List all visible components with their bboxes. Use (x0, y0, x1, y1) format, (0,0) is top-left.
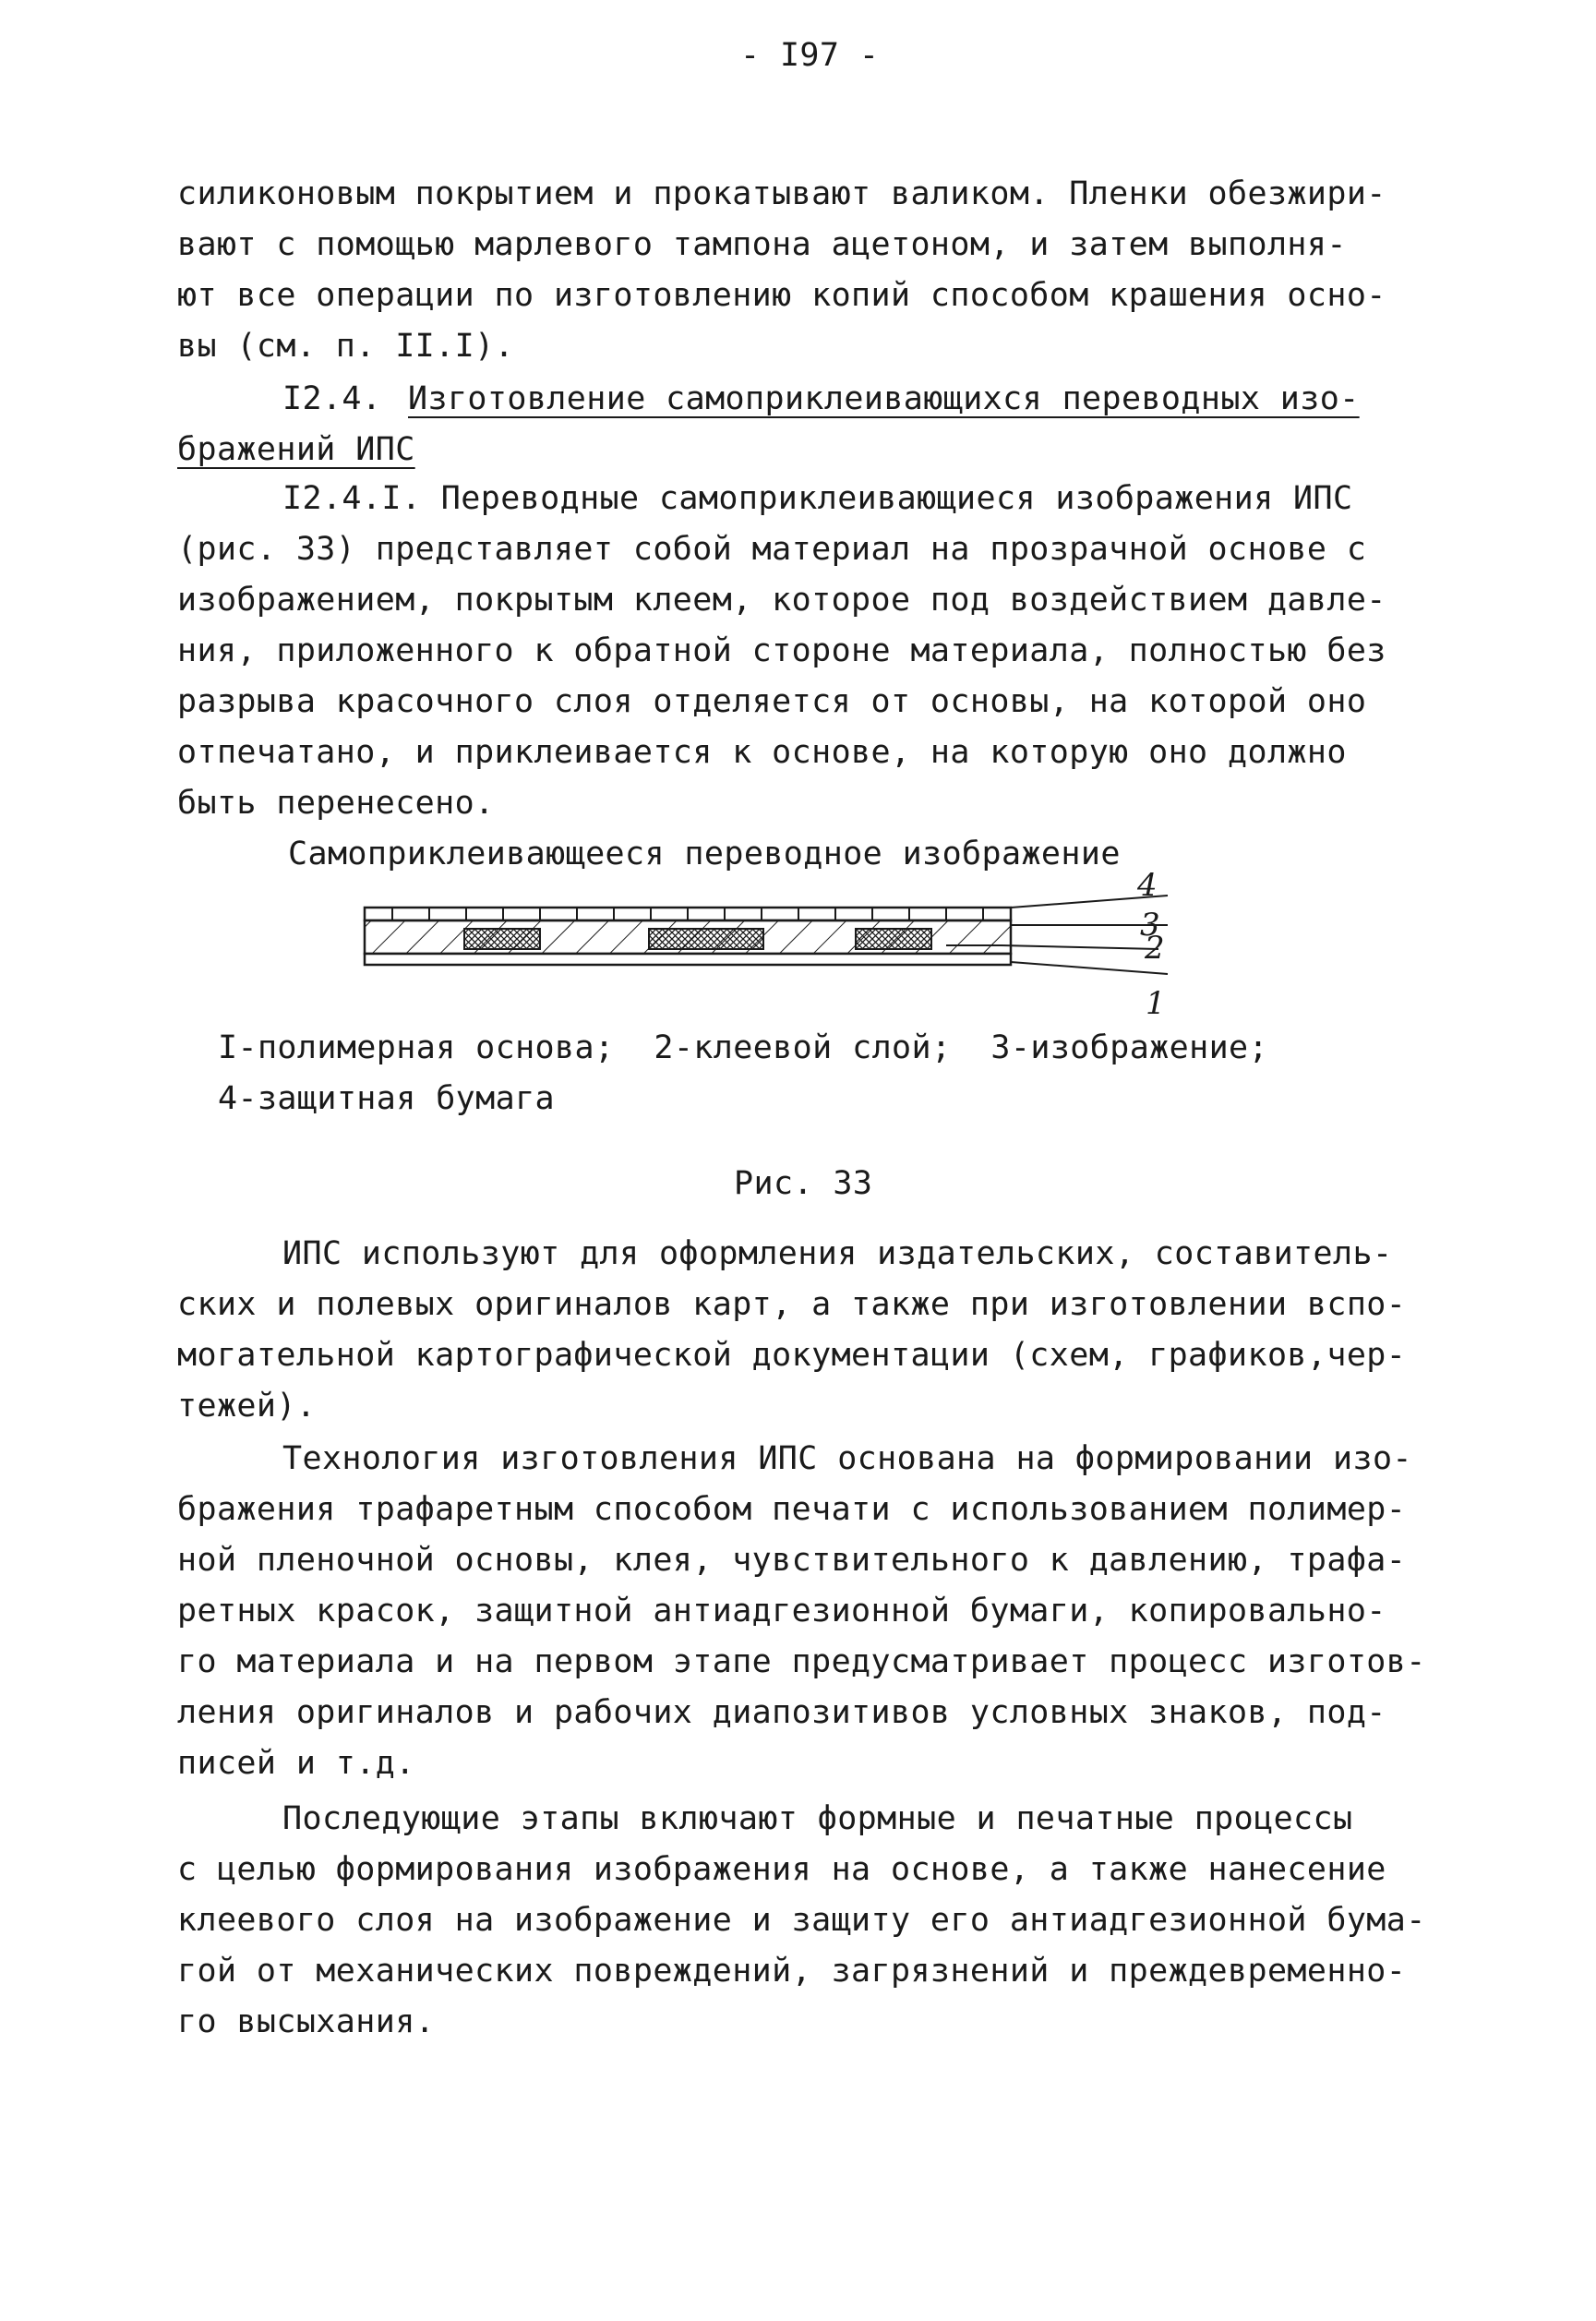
callout-2: 2 (1145, 930, 1165, 967)
text-line: отпечатано, и приклеивается к основе, на которую оно должно (177, 734, 1347, 771)
callout-4: 4 (1137, 868, 1158, 904)
text-line: тежей). (177, 1388, 317, 1425)
text-line: I2.4.I. Переводные самоприклеивающиеся изображения ИПС (282, 480, 1353, 517)
text-line: Последующие этапы включают формные и печатные процессы (282, 1800, 1353, 1837)
text-line: ления оригиналов и рабочих диапозитивов условных знаков, под- (177, 1694, 1386, 1731)
text-line: быть перенесено. (177, 785, 495, 822)
figure-title: Самоприклеивающееся переводное изображение (288, 836, 1121, 872)
text-line: бражения трафаретным способом печати с использованием полимер- (177, 1491, 1407, 1528)
text-line: (рис. 33) представляет собой материал на прозрачной основе с (177, 531, 1367, 568)
image-blocks (464, 929, 931, 949)
figure-legend: I-полимерная основа; 2-клеевой слой; 3-изображение; (218, 1029, 1269, 1066)
figure-caption: Рис. 33 (734, 1165, 873, 1202)
text-line: ния, приложенного к обратной стороне материала, полностью без (177, 632, 1386, 669)
text-line: с целью формирования изображения на основе, а также нанесение (177, 1851, 1386, 1888)
text-line: вают с помощью марлевого тампона ацетоном, и затем выполня- (177, 226, 1347, 263)
text-line: го материала и на первом этапе предусматривает процесс изготов- (177, 1643, 1426, 1680)
callout-3: 3 (1140, 907, 1160, 944)
page-number: - I97 - (740, 37, 880, 74)
protective-paper-layer (365, 908, 1011, 920)
text-line: клеевого слоя на изображение и защиту его антиадгезионной бума- (177, 1902, 1426, 1939)
text-line: писей и т.д. (177, 1745, 415, 1782)
text-line: ских и полевых оригиналов карт, а также при изготовлении вспо- (177, 1286, 1407, 1323)
text-line: могательной картографической документации (схем, графиков,чер- (177, 1337, 1407, 1374)
text-line: ют все операции по изготовлению копий способом крашения осно- (177, 277, 1386, 314)
polymer-base-layer (365, 954, 1011, 965)
section-number: I2.4. (282, 380, 382, 417)
text-line: ретных красок, защитной антиадгезионной бумаги, копировально- (177, 1593, 1386, 1630)
text-line: ИПС используют для оформления издательских, составитель- (282, 1235, 1393, 1272)
text-line: го высыхания. (177, 2003, 436, 2040)
layer-diagram (355, 868, 1186, 1034)
section-title: бражений ИПС (177, 431, 415, 468)
text-line: силиконовым покрытием и прокатывают валиком. Пленки обезжири- (177, 175, 1386, 212)
text-line: изображением, покрытым клеем, которое под воздействием давле- (177, 582, 1386, 619)
text-line: ной пленочной основы, клея, чувствительного к давлению, трафа- (177, 1542, 1407, 1579)
text-line: гой от механических повреждений, загрязнений и преждевременно- (177, 1953, 1407, 1990)
text-line: Технология изготовления ИПС основана на формировании изо- (282, 1440, 1412, 1477)
callout-1: 1 (1146, 985, 1166, 1022)
text-line: вы (см. п. II.I). (177, 328, 515, 365)
figure-legend: 4-защитная бумага (218, 1080, 556, 1117)
text-line: разрыва красочного слоя отделяется от основы, на которой оно (177, 683, 1367, 720)
section-title: Изготовление самоприклеивающихся переводных изо- (408, 380, 1360, 417)
